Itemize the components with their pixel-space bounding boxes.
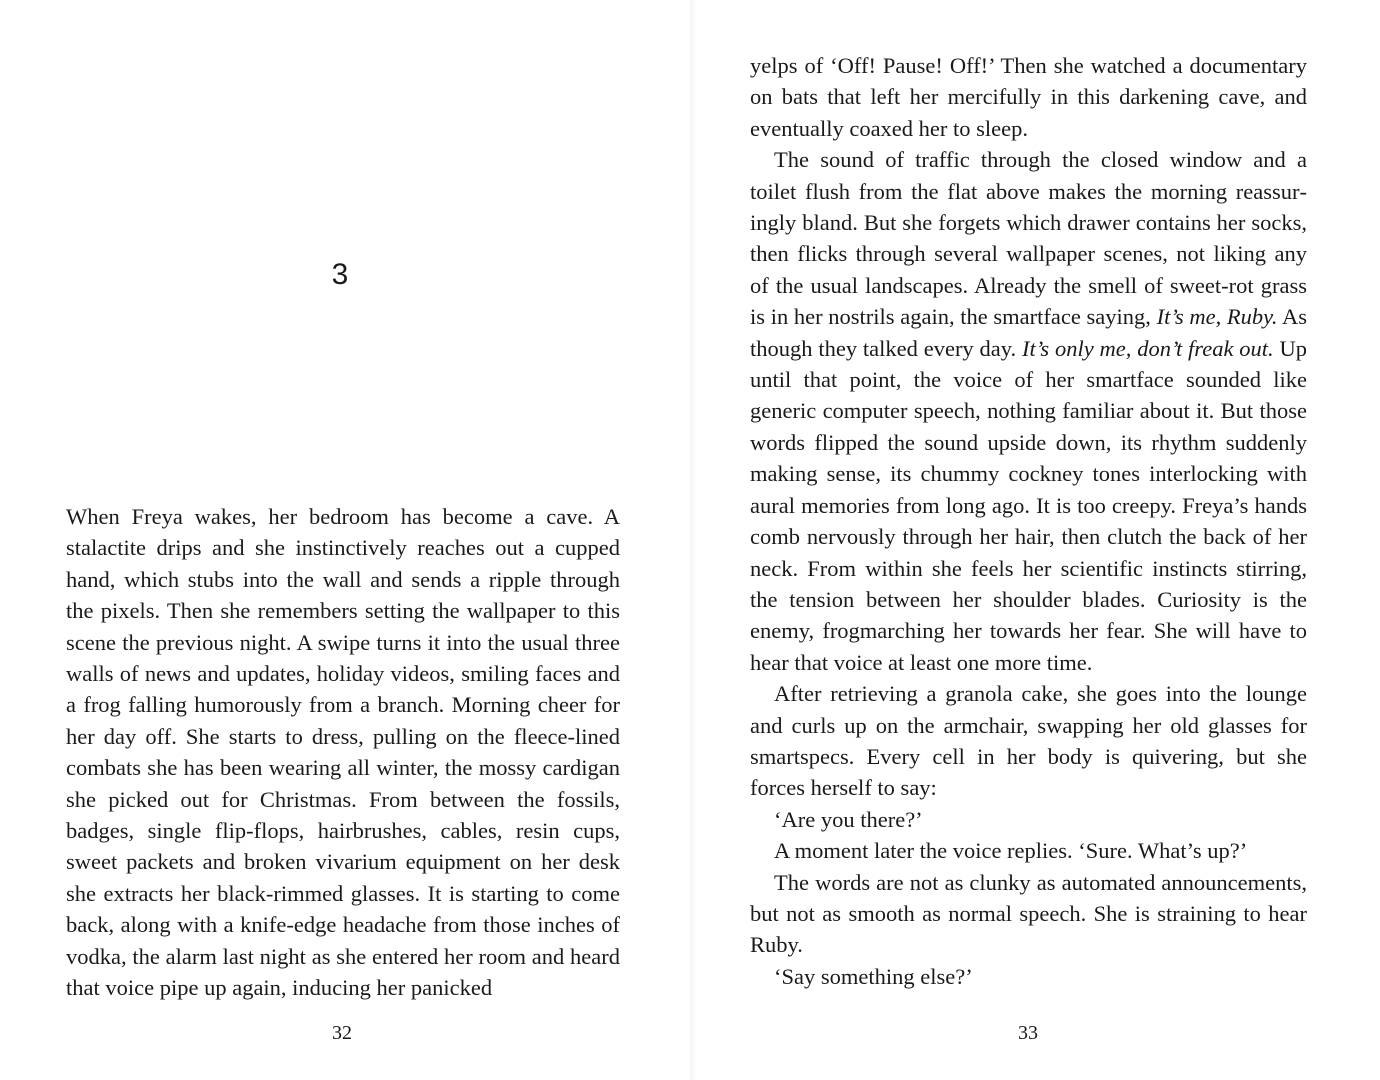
- paragraph: After retrieving a granola cake, she goes into the lounge and curls up on the armchair, swapping her old glasses for smartspecs. Every cell in her body is quivering, but she forces herself to say:: [750, 681, 1307, 801]
- paragraph: ‘Say something else?’: [774, 963, 973, 989]
- paragraph: When Freya wakes, her bedroom has become a cave. A stalactite drips and she instinctively reaches out a cupped hand, which stubs into the wall and sends a ripple through the pixels. Then she remembers setting the wallpaper to this scene the previous night. A swipe turns it into the usual three walls of news and updates, holiday videos, smiling faces and a frog falling humorously from a branch. Morning cheer for her day off. She starts to dress, pulling on the fleece-lined combats she has been wearing all winter, the mossy cardigan she picked out for Christmas. From between the fossils, badges, single flip-flops, hairbrushes, cables, resin cups, sweet packets and broken vivarium equipment on her desk she extracts her black-rimmed glasses. It is starting to come back, along with a knife-edge headache from those inches of vodka, the alarm last night as she entered her room and heard that voice pipe up again, inducing her panicked: [66, 504, 620, 1001]
- paragraph: The words are not as clunky as automated announcements, but not as smooth as normal speech. She is straining to hear Ruby.: [750, 869, 1307, 958]
- page-number-left: 32: [332, 1022, 352, 1044]
- paragraph: yelps of ‘Off! Pause! Off!’ Then she watched a documentary on bats that left her mercifully in this darkening cave, and eventually coaxed her to sleep.: [750, 53, 1307, 141]
- paragraph: ‘Are you there?’: [774, 806, 923, 832]
- italic-text: It’s only me, don’t freak out.: [1022, 335, 1274, 361]
- page-number-right: 33: [1018, 1022, 1038, 1044]
- right-page-text: [750, 50, 1307, 992]
- italic-text: It’s me, Ruby.: [1156, 304, 1278, 330]
- left-page-text: [66, 501, 620, 1004]
- paragraph: A moment later the voice replies. ‘Sure. What’s up?’: [774, 838, 1248, 864]
- right-page: [690, 0, 1380, 1080]
- gutter-shadow: [690, 0, 696, 1080]
- text-run: As though they talked every day.: [750, 304, 1307, 361]
- text-run: The sound of traffic through the closed window and a toilet flush from the flat above makes the morning reassuringly bland. But she forgets which drawer contains her socks, then flicks through several wallpaper scenes, not liking any of the usual landscapes. Already the smell of sweet-rot grass is in her nostrils again, the smartface saying,: [750, 147, 1307, 330]
- text-run: Up until that point, the voice of her smartface sounded like generic computer speech, nothing familiar about it. But those words flipped the sound upside down, its rhythm suddenly making sense, its chummy cockney tones interlocking with aural memories from long ago. It is too creepy. Freya’s hands comb nervously through her hair, then clutch the back of her neck. From within she feels her scientific instincts stirring, the tension between her shoulder blades. Curiosity is the enemy, frogmarching her towards her fear. She will have to hear that voice at least one more time.: [750, 335, 1307, 675]
- paragraph: [750, 144, 1307, 678]
- chapter-number: 3: [331, 258, 349, 291]
